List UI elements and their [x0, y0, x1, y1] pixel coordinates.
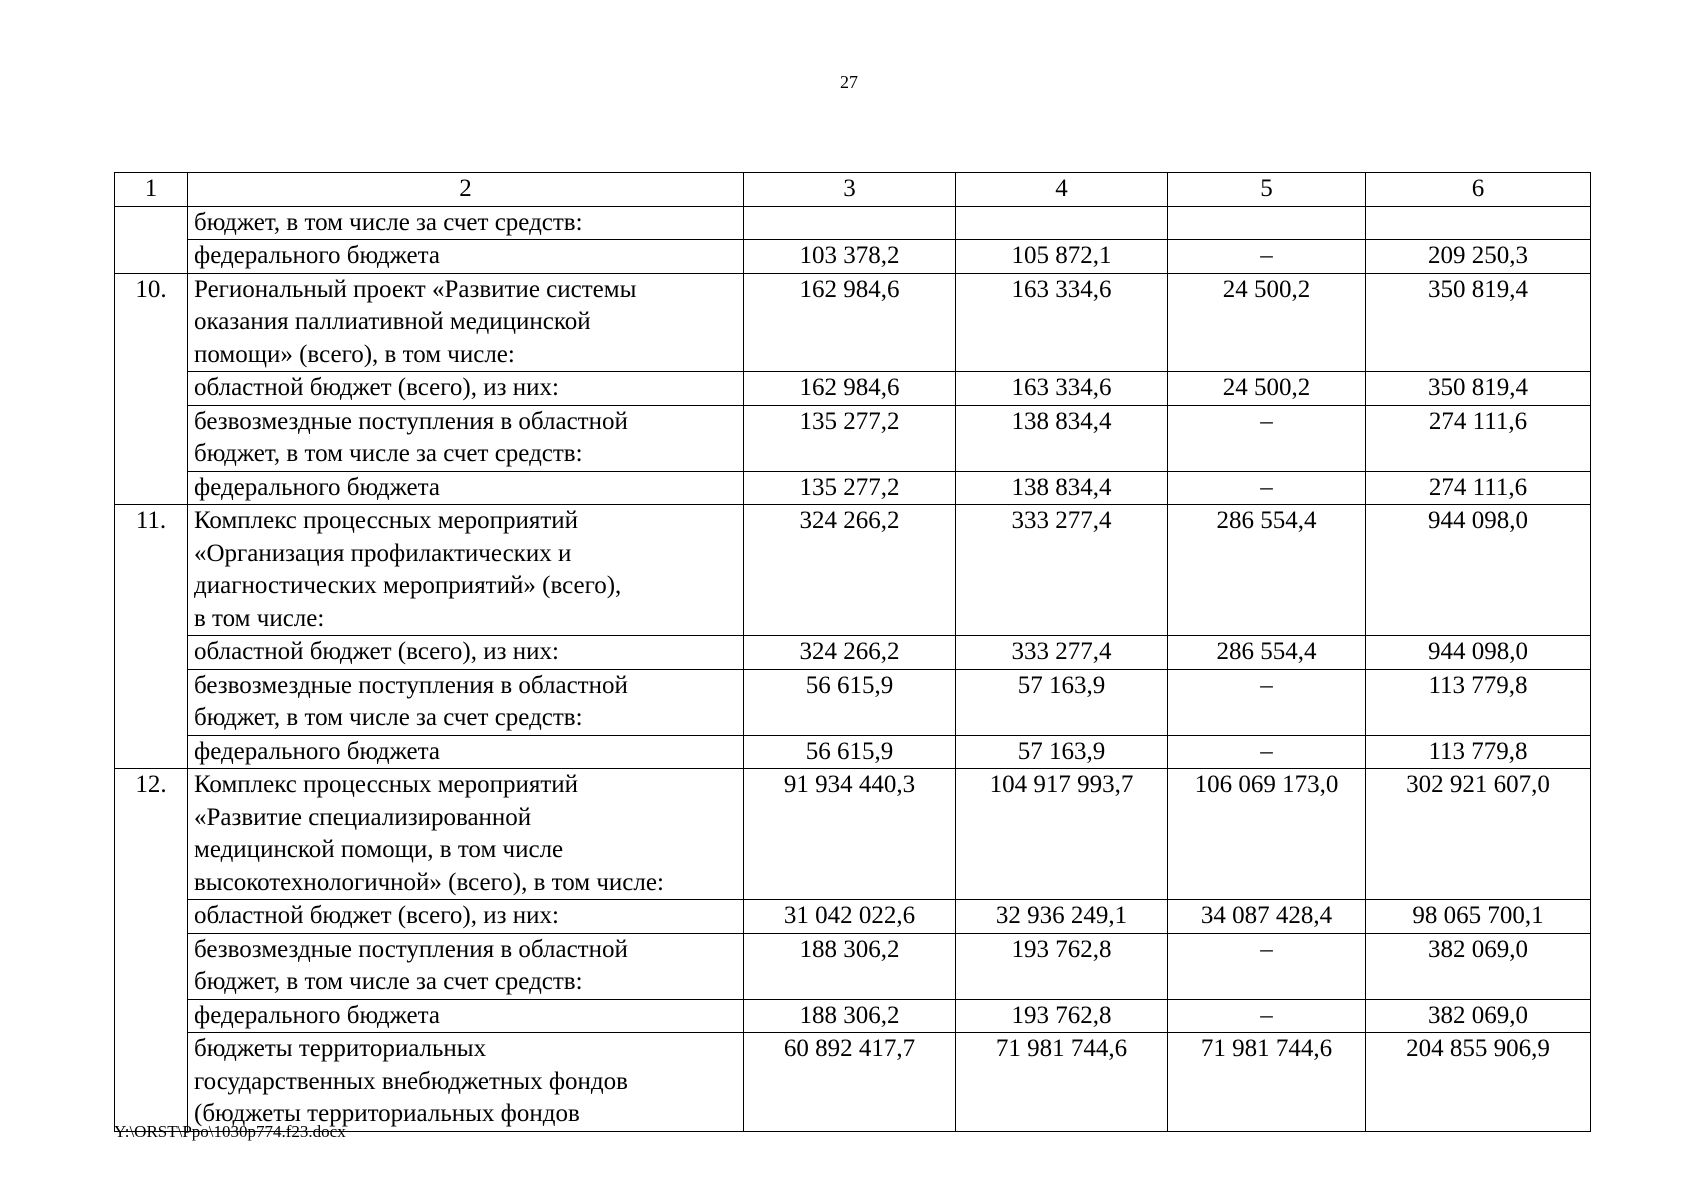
row-value-cell-4: 138 834,4: [956, 471, 1168, 505]
row-value-cell-4: 57 163,9: [956, 669, 1168, 735]
row-value-cell-3: 324 266,2: [744, 636, 956, 670]
row-value-cell-6: 944 098,0: [1366, 636, 1591, 670]
row-value-cell-3: 188 306,2: [744, 933, 956, 999]
row-description-cell: областной бюджет (всего), из них:: [188, 372, 744, 406]
row-value-cell-5: 24 500,2: [1168, 372, 1366, 406]
row-value-cell-6: 274 111,6: [1366, 471, 1591, 505]
row-value-cell-4: 138 834,4: [956, 405, 1168, 471]
header-cell-2: 2: [188, 173, 744, 207]
table-row: [115, 471, 1591, 505]
table-row: [115, 636, 1591, 670]
row-description-cell: Комплекс процессных мероприятий «Развитие специализированной медицинской помощи, в том числе высокотехнологичной» (всего), в том числе:: [188, 769, 744, 900]
header-cell-1: 1: [115, 173, 188, 207]
row-number-cell: 10.: [115, 273, 188, 505]
row-value-cell-4: 193 762,8: [956, 933, 1168, 999]
row-value-cell-3: 103 378,2: [744, 240, 956, 274]
table-row: [115, 999, 1591, 1033]
row-number-cell: [115, 206, 188, 273]
row-value-cell-4: 32 936 249,1: [956, 900, 1168, 934]
row-value-cell-3: 56 615,9: [744, 669, 956, 735]
row-value-cell-3: 162 984,6: [744, 372, 956, 406]
row-value-cell-4: 333 277,4: [956, 505, 1168, 636]
row-value-cell-4: 104 917 993,7: [956, 769, 1168, 900]
row-value-cell-5: 71 981 744,6: [1168, 1033, 1366, 1132]
row-description-cell: бюджеты территориальных государственных внебюджетных фондов (бюджеты территориальных фондов: [188, 1033, 744, 1132]
row-value-cell-6: 204 855 906,9: [1366, 1033, 1591, 1132]
row-value-cell-5: –: [1168, 471, 1366, 505]
row-number-cell: 12.: [115, 769, 188, 1132]
row-value-cell-5: 106 069 173,0: [1168, 769, 1366, 900]
row-value-cell-6: 274 111,6: [1366, 405, 1591, 471]
header-cell-3: 3: [744, 173, 956, 207]
row-value-cell-5: –: [1168, 735, 1366, 769]
page-number: 27: [840, 72, 858, 92]
row-value-cell-5: –: [1168, 999, 1366, 1033]
row-value-cell-4: [956, 206, 1168, 240]
row-description-cell: Региональный проект «Развитие системы оказания паллиативной медицинской помощи» (всего), в том числе:: [188, 273, 744, 372]
row-value-cell-4: 105 872,1: [956, 240, 1168, 274]
row-description-cell: безвозмездные поступления в областной бюджет, в том числе за счет средств:: [188, 933, 744, 999]
row-value-cell-4: 163 334,6: [956, 372, 1168, 406]
row-value-cell-4: 163 334,6: [956, 273, 1168, 372]
row-value-cell-3: [744, 206, 956, 240]
row-value-cell-4: 333 277,4: [956, 636, 1168, 670]
row-description-cell: областной бюджет (всего), из них:: [188, 900, 744, 934]
table-row: [115, 1033, 1591, 1132]
row-description-cell: бюджет, в том числе за счет средств:: [188, 206, 744, 240]
row-value-cell-5: 286 554,4: [1168, 505, 1366, 636]
row-value-cell-6: 113 779,8: [1366, 735, 1591, 769]
row-value-cell-4: 57 163,9: [956, 735, 1168, 769]
table-row: [115, 405, 1591, 471]
row-value-cell-6: 302 921 607,0: [1366, 769, 1591, 900]
table-row: [115, 505, 1591, 636]
row-value-cell-4: 193 762,8: [956, 999, 1168, 1033]
table-row: [115, 669, 1591, 735]
row-value-cell-5: –: [1168, 933, 1366, 999]
row-value-cell-4: 71 981 744,6: [956, 1033, 1168, 1132]
header-cell-4: 4: [956, 173, 1168, 207]
row-description-cell: безвозмездные поступления в областной бюджет, в том числе за счет средств:: [188, 669, 744, 735]
row-value-cell-6: 98 065 700,1: [1366, 900, 1591, 934]
row-value-cell-6: 350 819,4: [1366, 273, 1591, 372]
table-row: [115, 206, 1591, 240]
row-description-cell: федерального бюджета: [188, 471, 744, 505]
row-value-cell-6: 113 779,8: [1366, 669, 1591, 735]
row-value-cell-3: 324 266,2: [744, 505, 956, 636]
header-cell-5: 5: [1168, 173, 1366, 207]
header-cell-6: 6: [1366, 173, 1591, 207]
row-value-cell-5: –: [1168, 669, 1366, 735]
row-description-cell: безвозмездные поступления в областной бюджет, в том числе за счет средств:: [188, 405, 744, 471]
row-description-cell: федерального бюджета: [188, 999, 744, 1033]
row-value-cell-6: 209 250,3: [1366, 240, 1591, 274]
row-value-cell-5: –: [1168, 405, 1366, 471]
table-row: [115, 900, 1591, 934]
row-value-cell-5: [1168, 206, 1366, 240]
row-value-cell-3: 188 306,2: [744, 999, 956, 1033]
row-value-cell-3: 31 042 022,6: [744, 900, 956, 934]
row-value-cell-3: 135 277,2: [744, 471, 956, 505]
row-value-cell-6: 382 069,0: [1366, 999, 1591, 1033]
budget-table: [114, 172, 1591, 1132]
row-value-cell-5: 286 554,4: [1168, 636, 1366, 670]
table-row: [115, 769, 1591, 900]
row-value-cell-5: –: [1168, 240, 1366, 274]
row-value-cell-3: 91 934 440,3: [744, 769, 956, 900]
table-body: [115, 173, 1591, 1132]
row-value-cell-3: 56 615,9: [744, 735, 956, 769]
row-description-cell: Комплекс процессных мероприятий «Организация профилактических и диагностических мероприятий» (всего), в том числе:: [188, 505, 744, 636]
row-description-cell: федерального бюджета: [188, 735, 744, 769]
row-description-cell: областной бюджет (всего), из них:: [188, 636, 744, 670]
table-row: [115, 372, 1591, 406]
row-number-cell: 11.: [115, 505, 188, 769]
row-value-cell-6: 944 098,0: [1366, 505, 1591, 636]
row-value-cell-6: 382 069,0: [1366, 933, 1591, 999]
row-value-cell-6: 350 819,4: [1366, 372, 1591, 406]
row-value-cell-5: 24 500,2: [1168, 273, 1366, 372]
table-row: [115, 273, 1591, 372]
footer-file-path: Y:\ORST\Ppo\1030p774.f23.docx: [114, 1122, 346, 1141]
table-header-row: [115, 173, 1591, 207]
table-row: [115, 933, 1591, 999]
row-value-cell-3: 135 277,2: [744, 405, 956, 471]
row-value-cell-3: 162 984,6: [744, 273, 956, 372]
row-description-cell: федерального бюджета: [188, 240, 744, 274]
table-row: [115, 240, 1591, 274]
table-row: [115, 735, 1591, 769]
row-value-cell-3: 60 892 417,7: [744, 1033, 956, 1132]
row-value-cell-6: [1366, 206, 1591, 240]
row-value-cell-5: 34 087 428,4: [1168, 900, 1366, 934]
